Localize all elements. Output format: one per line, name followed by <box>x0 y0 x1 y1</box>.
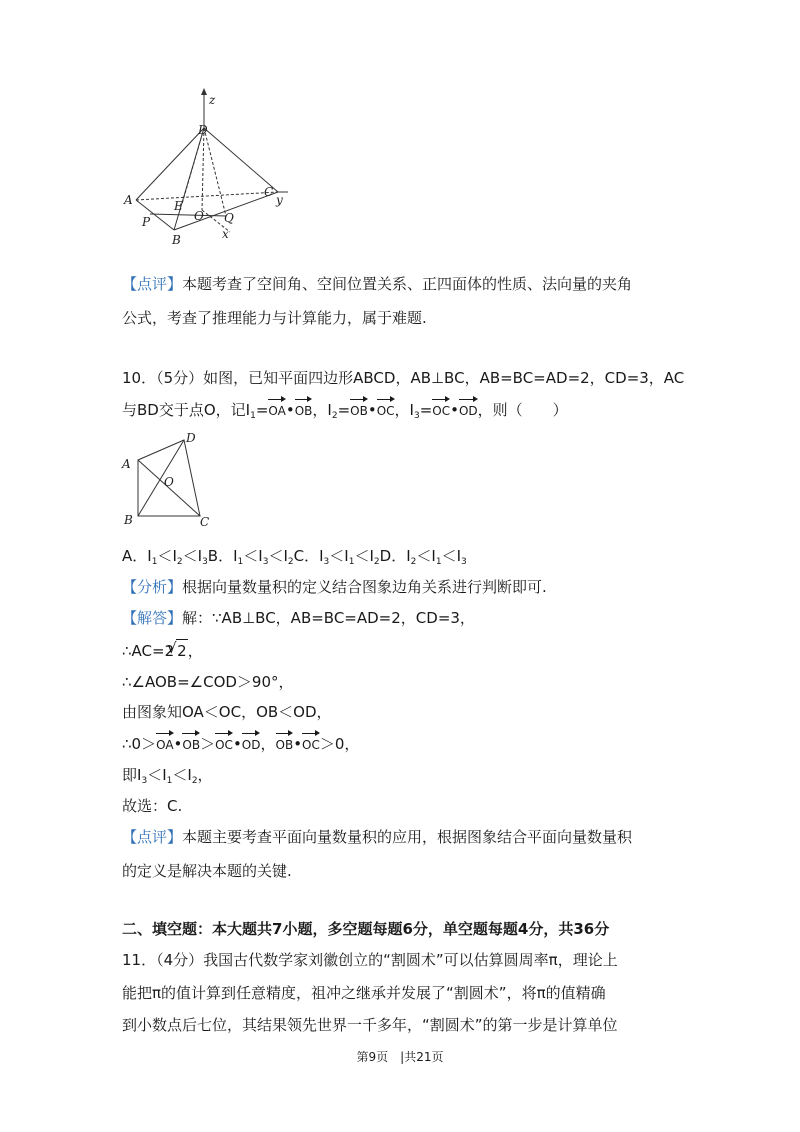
label-C: C <box>264 185 274 199</box>
label-P: P <box>142 215 151 229</box>
label-D: D <box>198 123 208 137</box>
q11-line3: 到小数点后七位，其结果领先世界一千多年，“割圆术”的第一步是计算单位 <box>122 1016 618 1034</box>
options-line: A．$I_1<I_2<I_3B$．$I_1<I_3<I_2C$．$I_3<I_1<I_2D$．$I_2<I_1<I_3$ <box>122 547 467 567</box>
q11-line2: 能把π的值计算到任意精度，祖冲之继承并发展了“割圆术”，将π的值精确 <box>122 984 606 1002</box>
pyramid-figure <box>118 88 288 248</box>
comment1-line2: 公式，考查了推理能力与计算能力，属于难题. <box>122 309 427 327</box>
comment-tag: 【点评】 <box>122 828 183 846</box>
label-D: D <box>186 431 196 445</box>
solution-tag: 【解答】 <box>122 609 183 627</box>
label-B: B <box>124 513 133 527</box>
label-O: O <box>164 475 174 489</box>
comment2-line1: 【点评】本题主要考查平面向量数量积的应用，根据图象结合平面向量数量积 <box>122 828 633 846</box>
solution-line7: 故选：C. <box>122 797 183 815</box>
page-footer: 第9页 |共21页 <box>356 1050 444 1064</box>
comment1-line1: 【点评】本题考查了空间角、空间位置关系、正四面体的性质、法向量的夹角 <box>122 275 633 293</box>
solution-line6: 即$I_3<I_1<I_2$， <box>122 766 213 786</box>
analysis-line: 【分析】根据向量数量积的定义结合图象边角关系进行判断即可. <box>122 578 547 596</box>
label-A: A <box>124 193 133 207</box>
solution-line2: ∴AC=2√ 2， <box>122 639 203 662</box>
analysis-tag: 【分析】 <box>122 578 183 596</box>
label-y: y <box>276 193 283 207</box>
label-C: C <box>200 515 210 529</box>
q11-line1: 11．（4分）我国古代数学家刘徽创立的“割圆术”可以估算圆周率π，理论上 <box>122 951 618 969</box>
solution-line5: ∴0＞OA•OB＞OC•OD，OB•OC＞0， <box>122 732 359 756</box>
label-O: O <box>194 209 204 223</box>
section-title: 二、填空题：本大题共7小题，多空题每题6分，单空题每题4分，共36分 <box>122 920 610 938</box>
quadrilateral-figure <box>118 428 218 530</box>
label-x: x <box>222 227 229 241</box>
label-E: E <box>174 199 183 213</box>
label-z: z <box>209 93 216 107</box>
solution-line4: 由图象知OA＜OC，OB＜OD， <box>122 703 332 721</box>
label-B: B <box>172 233 181 247</box>
solution-line3: ∴∠AOB=∠COD＞90°， <box>122 673 294 691</box>
label-Q: Q <box>224 211 234 225</box>
solution-line1: 【解答】解：∵AB⊥BC，AB=BC=AD=2，CD=3， <box>122 609 475 627</box>
comment2-line2: 的定义是解决本题的关键. <box>122 862 292 880</box>
q10-line2: 与BD交于点O，记$I_1=OA•OB$，$I_2=OB•OC$，$I_3=OC•OD$，则（ ） <box>122 398 568 427</box>
label-A: A <box>122 457 131 471</box>
q10-line1: 10．（5分）如图，已知平面四边形ABCD，AB⊥BC，AB=BC=AD=2，CD=3，AC <box>122 369 685 387</box>
comment-tag: 【点评】 <box>122 275 183 293</box>
